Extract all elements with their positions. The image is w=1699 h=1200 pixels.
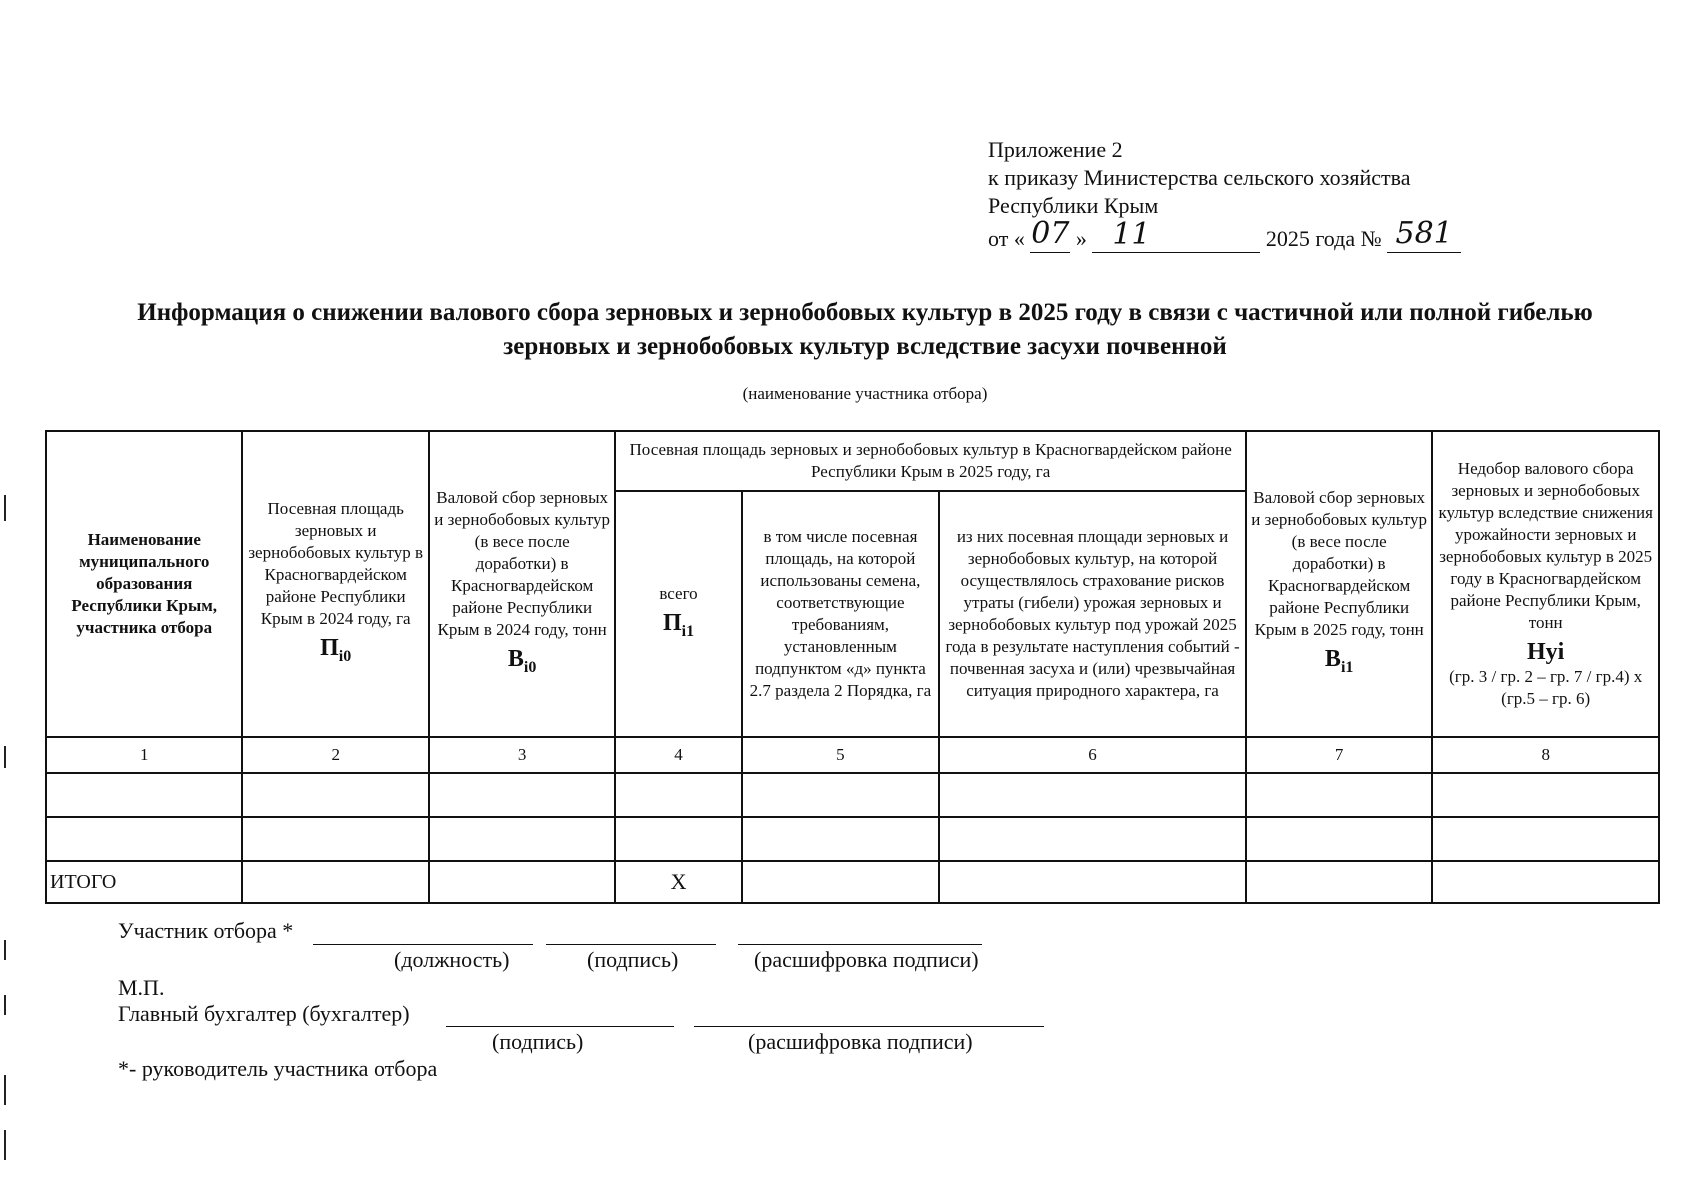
caption-signature-2: (подпись) <box>492 1029 584 1054</box>
empty-cell <box>429 817 615 861</box>
empty-cell <box>429 773 615 817</box>
column-number: 7 <box>1246 737 1432 773</box>
empty-cell <box>1246 817 1432 861</box>
date-day: 07 <box>1031 216 1070 251</box>
accountant-decode-line <box>694 1026 1044 1027</box>
empty-cell <box>1432 817 1659 861</box>
column-number: 8 <box>1432 737 1659 773</box>
annex-block <box>988 136 1461 253</box>
total-label: ИТОГО <box>46 861 242 903</box>
empty-cell <box>742 817 939 861</box>
scan-mark <box>4 940 6 960</box>
column-number: 2 <box>242 737 428 773</box>
decode-line <box>738 944 982 945</box>
header-area-2025-group: Посевная площадь зерновых и зернобобовых культур в Красногвардейском районе Республики Крым в 2025 году, га <box>615 431 1246 491</box>
footnote: *- руководитель участника отбора <box>118 1056 438 1081</box>
header-shortfall: Недобор валового сбора зерновых и зернобобовых культур вследствие снижения урожайности зерновых и зернобобовых культур в 2025 году в Красногвардейском районе Республики Крым, тонн Нуi (гр. 3 / гр. 2 – гр. 7 / гр.4) х (гр.5 – гр. 6) <box>1432 431 1659 737</box>
header-area-total: всего $П_{i1}$ <box>615 491 741 737</box>
symbol-b-i1: $В_{i1}$ <box>1324 645 1354 676</box>
header-area-insured: из них посевная площади зерновых и зернобобовых культур, на которой осуществлялось страхование рисков утраты (гибели) урожая зерновых и зернобобовых культур под урожай 2025 года в результате наступления событий - почвенная засуха и (или) чрезвычайная ситуация природного характера, га <box>939 491 1246 737</box>
column-number: 3 <box>429 737 615 773</box>
annex-date-line <box>988 216 1461 253</box>
caption-decode-2: (расшифровка подписи) <box>748 1029 973 1054</box>
annex-order-line: к приказу Министерства сельского хозяйства <box>988 165 1411 190</box>
order-number: 581 <box>1387 220 1461 253</box>
accountant-signature-line <box>446 1026 674 1027</box>
empty-cell <box>1246 861 1432 903</box>
column-number: 6 <box>939 737 1246 773</box>
scan-mark <box>4 1130 6 1160</box>
header-harvest-2025: Валовой сбор зерновых и зернобобовых культур (в весе после доработки) в Красногвардейском районе Республики Крым в 2025 году, тонн $В_{i1}$ <box>1246 431 1432 737</box>
shortfall-formula: (гр. 3 / гр. 2 – гр. 7 / гр.4) х (гр.5 – гр. 6) <box>1449 667 1643 708</box>
empty-cell <box>242 773 428 817</box>
caption-decode: (расшифровка подписи) <box>754 947 979 972</box>
caption-position: (должность) <box>394 947 510 972</box>
table-row <box>46 773 1659 817</box>
scan-mark <box>4 1075 6 1105</box>
empty-cell <box>242 861 428 903</box>
column-number: 5 <box>742 737 939 773</box>
empty-cell <box>1432 861 1659 903</box>
document-title: Информация о снижении валового сбора зерновых и зернобобовых культур в 2025 году в связи с частичной или полной гибелью зерновых и зернобобовых культур вследствие засухи почвенной <box>137 299 1593 360</box>
participant-label: Участник отбора * <box>118 918 294 943</box>
header-area-seeds: в том числе посевная площадь, на которой использованы семена, соответствующие требованиям, установленным подпунктом «д» пункта 2.7 раздела 2 Порядка, га <box>742 491 939 737</box>
empty-cell <box>615 817 741 861</box>
column-number: 4 <box>615 737 741 773</box>
annex-title: Приложение 2 <box>988 137 1123 162</box>
empty-cell <box>742 861 939 903</box>
date-prefix: от « <box>988 226 1025 251</box>
symbol-nyi: Нуi <box>1527 639 1565 665</box>
empty-cell <box>939 861 1246 903</box>
signature-line <box>546 944 716 945</box>
table-row <box>46 817 1659 861</box>
caption-signature: (подпись) <box>587 947 679 972</box>
symbol-p-i0: $П_{i0}$ <box>320 634 352 665</box>
header-harvest-2024: Валовой сбор зерновых и зернобобовых культур (в весе после доработки) в Красногвардейском районе Республики Крым в 2024 году, тонн $В_{i0}$ <box>429 431 615 737</box>
empty-cell <box>242 817 428 861</box>
empty-cell <box>1246 773 1432 817</box>
empty-cell <box>429 861 615 903</box>
column-numbers-row <box>46 737 1659 773</box>
stamp-label: М.П. <box>118 975 165 1000</box>
total-row <box>46 861 1659 903</box>
data-table <box>45 430 1660 904</box>
symbol-b-i0: $В_{i0}$ <box>507 645 537 676</box>
position-line <box>313 944 533 945</box>
empty-cell <box>1432 773 1659 817</box>
empty-cell <box>615 773 741 817</box>
participant-name-caption: (наименование участника отбора) <box>742 384 988 403</box>
scan-mark <box>4 495 6 521</box>
symbol-p-i1: $П_{i1}$ <box>662 609 695 640</box>
scan-mark <box>4 995 6 1015</box>
empty-cell <box>939 773 1246 817</box>
annex-ministry-line: Республики Крым <box>988 193 1159 218</box>
accountant-label: Главный бухгалтер (бухгалтер) <box>118 1001 410 1026</box>
date-month: 11 <box>1092 221 1260 253</box>
empty-cell <box>939 817 1246 861</box>
empty-cell <box>742 773 939 817</box>
total-x-mark: Х <box>615 861 741 903</box>
scan-mark <box>4 746 6 768</box>
empty-cell <box>46 817 242 861</box>
empty-cell <box>46 773 242 817</box>
date-mid: » <box>1075 226 1087 251</box>
column-number: 1 <box>46 737 242 773</box>
header-area-2024: Посевная площадь зерновых и зернобобовых культур в Красногвардейском районе Республики Крым в 2024 году, га $П_{i0}$ <box>242 431 428 737</box>
date-year-text: 2025 года № <box>1265 226 1382 251</box>
header-municipality: Наименование муниципального образования Республики Крым, участника отбора <box>46 431 242 737</box>
